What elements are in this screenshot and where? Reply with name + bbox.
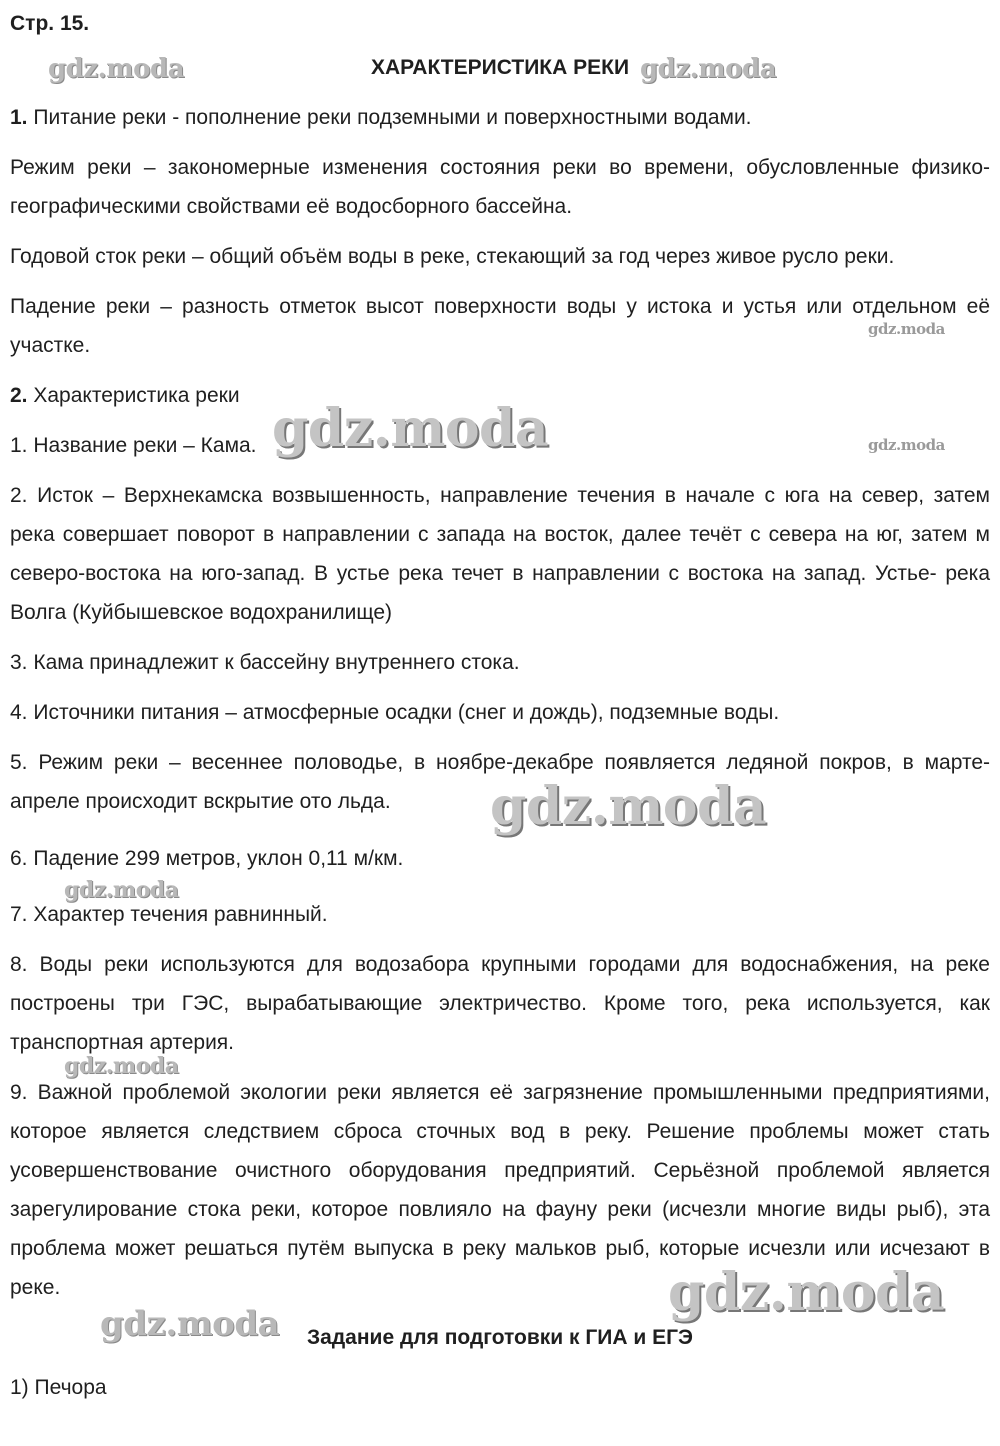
exam-heading: Задание для подготовки к ГИА и ЕГЭ (307, 1326, 693, 1349)
watermark: gdz.moda (668, 1262, 945, 1323)
list-item: 3. Кама принадлежит к бассейну внутреннего стока. (10, 651, 520, 674)
watermark: gdz.moda (868, 436, 945, 454)
paragraph: Годовой сток реки – общий объём воды в реке, стекающий за год через живое русло реки. (10, 245, 895, 268)
page-number: Стр. 15. (10, 12, 90, 35)
watermark: gdz.moda (100, 1304, 280, 1344)
list-item: 2. Исток – Верхнекамска возвышенность, направление течения в начале с юга на север, затем река совершает поворот в направлении с запада на восток, далее течёт с севера на юг, затем м северо-востока на юго-запад. В устье река течет в направлении с востока на запад. Устье- река Волга (Куйбышевское водохранилище) (10, 484, 990, 624)
watermark: gdz.moda (272, 398, 549, 459)
page-title: ХАРАКТЕРИСТИКА РЕКИ (370, 56, 630, 79)
paragraph: Падение реки – разность отметок высот поверхности воды у истока и устья или отдельном её участке. (10, 295, 990, 357)
list-item: 7. Характер течения равнинный. (10, 903, 328, 926)
watermark: gdz.moda (868, 320, 945, 338)
list-item: 9. Важной проблемой экологии реки является её загрязнение промышленными предприятиями, которое является следствием сброса сточных вод в реку. Решение проблемы может стать усовершенствование очистного оборудования предприятий. Серьёзной проблемой является зарегулирование стока реки, которое повлияло на фауну реки (исчезли многие виды рыб), эта проблема может решаться путём выпуска в реку мальков рыб, которые исчезли или исчезают в реке. (10, 1081, 990, 1299)
watermark: gdz.moda (640, 54, 777, 84)
list-item: 5. Режим реки – весеннее половодье, в ноябре-декабре появляется ледяной покров, в марте-апреле происходит вскрытие ото льда. (10, 751, 990, 813)
watermark: gdz.moda (48, 54, 185, 84)
exam-answer: 1) Печора (10, 1376, 107, 1399)
list-item: 1. Название реки – Кама. (10, 434, 257, 457)
paragraph: 1. Питание реки - пополнение реки подземными и поверхностными водами. (10, 106, 752, 129)
watermark: gdz.moda (64, 1053, 179, 1079)
list-item: 4. Источники питания – атмосферные осадки (снег и дождь), подземные воды. (10, 701, 780, 724)
watermark: gdz.moda (490, 776, 767, 837)
section-heading: 2. Характеристика реки (10, 384, 240, 407)
list-item: 6. Падение 299 метров, уклон 0,11 м/км. (10, 847, 404, 870)
watermark: gdz.moda (64, 877, 179, 903)
paragraph: Режим реки – закономерные изменения состояния реки во времени, обусловленные физико-географическими свойствами её водосборного бассейна. (10, 156, 990, 218)
list-item: 8. Воды реки используются для водозабора крупными городами для водоснабжения, на реке построены три ГЭС, вырабатывающие электричество. Кроме того, река используется, как транспортная артерия. (10, 953, 990, 1054)
